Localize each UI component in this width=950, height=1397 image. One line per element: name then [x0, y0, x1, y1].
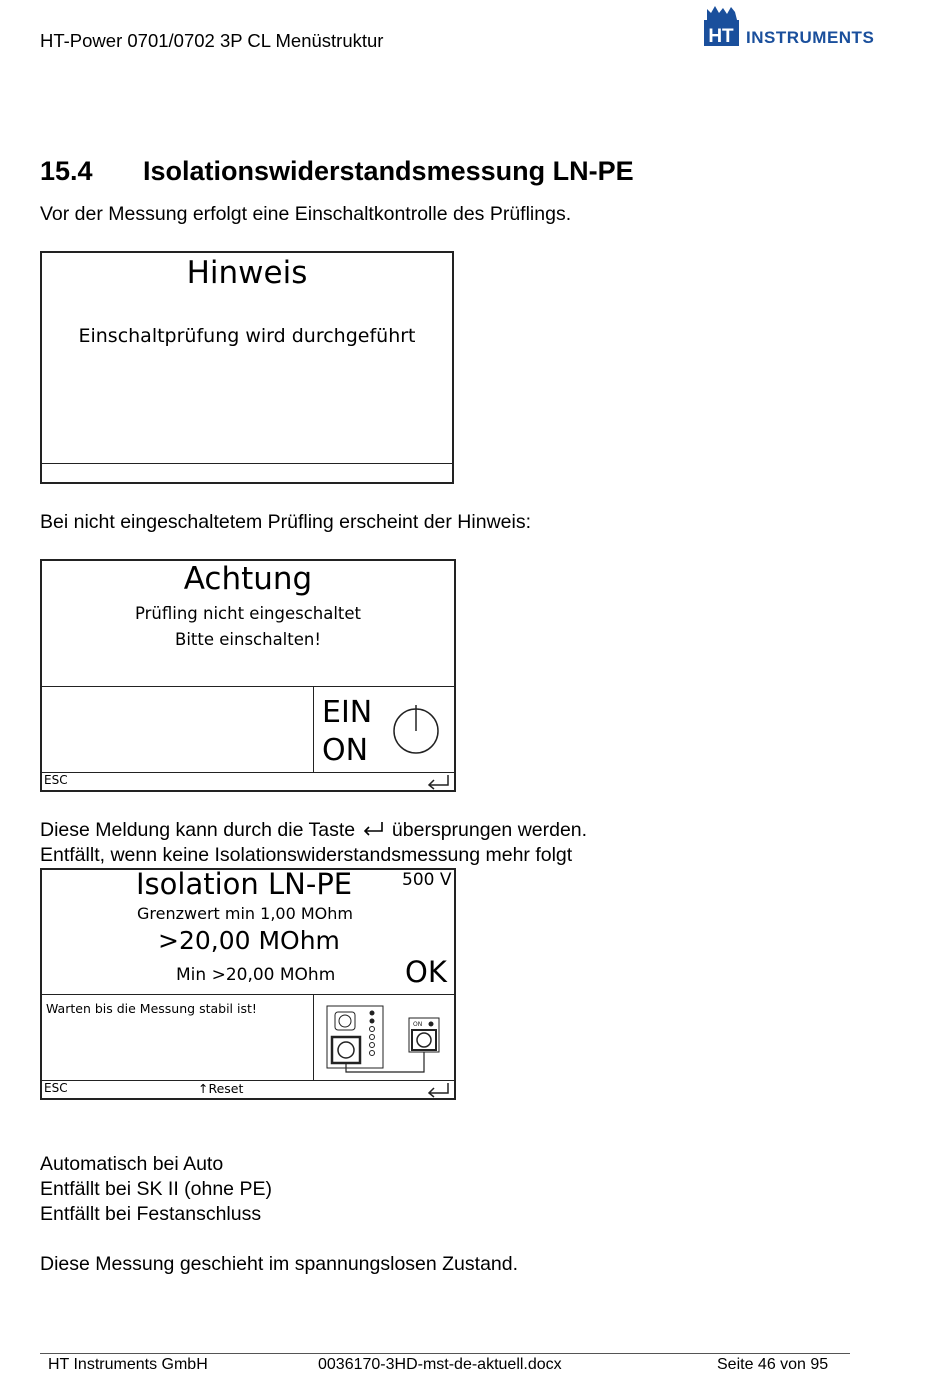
intro-paragraph: Vor der Messung erfolgt eine Einschaltkontrolle des Prüflings.	[40, 203, 572, 225]
measured-value: >20,00 MOhm	[158, 926, 340, 955]
voltage-free-note: Diese Messung geschieht im spannungslosen Zustand.	[40, 1253, 519, 1275]
logo-wordmark: INSTRUMENTS	[746, 28, 875, 47]
screen-divider	[313, 994, 314, 1080]
reset-label: Reset	[208, 1081, 244, 1096]
screen-achtung-line2: Bitte einschalten!	[175, 630, 321, 649]
on-label: ON	[322, 733, 369, 768]
limit-value: Grenzwert min 1,00 MOhm	[137, 904, 353, 923]
footer-divider	[40, 1353, 850, 1354]
skip-text-after: übersprungen werden.	[386, 819, 588, 841]
enter-key-icon	[361, 820, 387, 838]
on-mini-label: ON	[413, 1021, 423, 1028]
result-status: OK	[405, 955, 447, 989]
screen-hinweis-title: Hinweis	[186, 255, 308, 291]
ein-label: EIN	[322, 695, 373, 730]
screen-divider	[42, 1080, 454, 1081]
screen-isolation	[40, 868, 456, 1100]
screen-achtung-title: Achtung	[183, 561, 313, 597]
document-header-title: HT-Power 0701/0702 3P CL Menüstruktur	[40, 30, 384, 51]
section-number: 15.4	[40, 156, 93, 186]
screen-hinweis-message: Einschaltprüfung wird durchgeführt	[78, 325, 416, 347]
footer-page: Seite 46 von 95	[717, 1356, 829, 1373]
screen-divider	[42, 463, 452, 464]
arrow-up-icon: ↑	[198, 1081, 209, 1096]
screen-divider	[313, 686, 314, 772]
enter-icon	[426, 1082, 452, 1098]
reset-softkey	[198, 1081, 243, 1096]
sk2-note: Entfällt bei SK II (ohne PE)	[40, 1178, 272, 1200]
ht-logo	[703, 3, 741, 47]
screen-divider	[42, 686, 454, 687]
fixed-note: Entfällt bei Festanschluss	[40, 1203, 262, 1225]
screen-achtung-line1: Prüfling nicht eingeschaltet	[134, 604, 362, 623]
esc-softkey: ESC	[44, 1081, 68, 1095]
wait-message: Warten bis die Messung stabil ist!	[46, 1001, 257, 1016]
screen-divider	[42, 772, 454, 773]
omitted-paragraph: Entfällt, wenn keine Isolationswiderstandsmessung mehr folgt	[40, 844, 573, 866]
test-voltage: 500 V	[402, 870, 452, 890]
screen-divider	[42, 994, 454, 995]
screen-hinweis	[40, 251, 454, 484]
connection-diagram-icon	[325, 1004, 445, 1076]
ht-logo-letters: HT	[708, 26, 734, 47]
enter-icon	[426, 774, 452, 790]
section-title: Isolationswiderstandsmessung LN-PE	[143, 156, 634, 186]
ht-logo-mark-icon	[703, 3, 741, 47]
skip-text-before: Diese Meldung kann durch die Taste	[40, 819, 356, 841]
auto-note: Automatisch bei Auto	[40, 1153, 224, 1175]
footer-company: HT Instruments GmbH	[48, 1356, 208, 1373]
screen-achtung	[40, 559, 456, 792]
not-switched-paragraph: Bei nicht eingeschaltetem Prüfling erscheint der Hinweis:	[40, 511, 531, 533]
power-icon	[392, 703, 442, 755]
skip-paragraph	[40, 818, 587, 843]
footer-document: 0036170-3HD-mst-de-aktuell.docx	[318, 1356, 562, 1373]
min-value: Min >20,00 MOhm	[176, 965, 336, 985]
screen-isolation-title: Isolation LN-PE	[136, 867, 353, 901]
esc-softkey: ESC	[44, 773, 68, 787]
